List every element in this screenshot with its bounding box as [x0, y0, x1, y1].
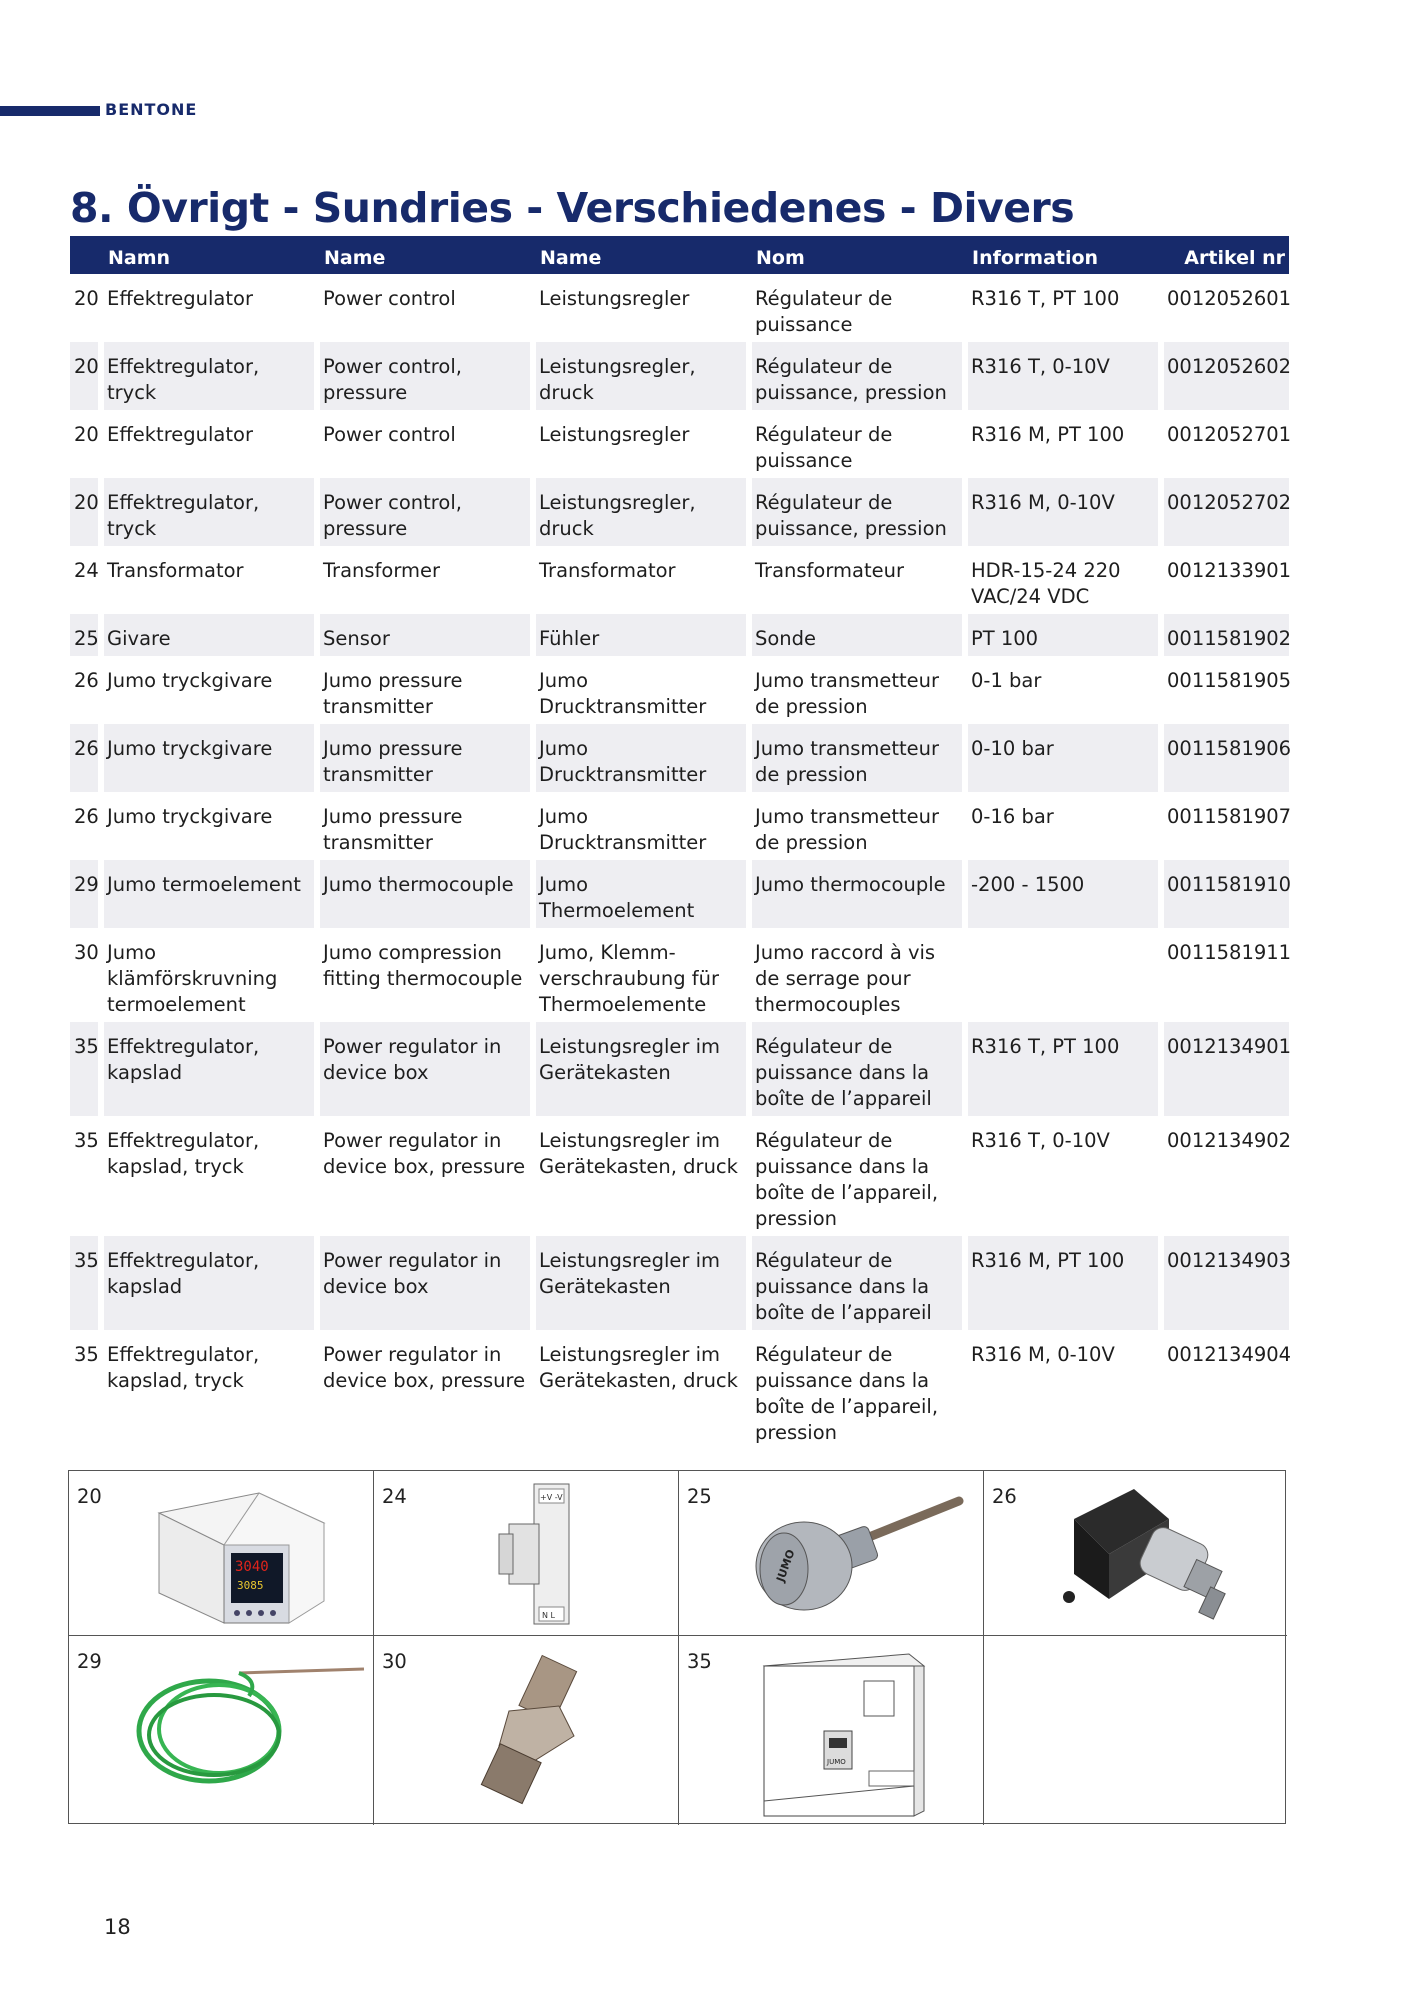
cell-article-number: 0012134904 — [1167, 1343, 1292, 1366]
cell-german-name: Jumo Drucktransmitter — [539, 669, 707, 718]
table-row — [70, 614, 1289, 656]
cell-french-name: Régulateur de puissance — [755, 423, 893, 472]
cell-swedish-name: Jumo klämförskruvning termoelement — [107, 941, 278, 1016]
cell-information: R316 M, PT 100 — [968, 1236, 1158, 1330]
cell-article-number: 0011581911 — [1167, 941, 1292, 964]
cell-french-name: Jumo raccord à vis de serrage pour thermocouples — [755, 941, 936, 1016]
cell-information: R316 T, PT 100 — [968, 1022, 1158, 1116]
cell-pos: 26 — [74, 805, 99, 828]
image-cell-35 — [679, 1636, 984, 1825]
col-header-pos — [70, 236, 98, 274]
cell-information: PT 100 — [968, 614, 1158, 656]
cell-pos: 25 — [70, 614, 98, 656]
table-row — [70, 1116, 1289, 1236]
image-label: 25 — [687, 1485, 712, 1508]
cell-swedish-name: Effektregulator, kapslad — [104, 1022, 314, 1116]
cell-swedish-name: Effektregulator, kapslad, tryck — [107, 1129, 260, 1178]
sensor-brand-mark: JUMO — [773, 1547, 798, 1584]
cell-swedish-name: Jumo tryckgivare — [104, 724, 314, 792]
cell-french-name: Jumo transmetteur de pression — [752, 724, 962, 792]
cell-article-number: 0011581902 — [1164, 614, 1289, 656]
table-row — [70, 546, 1289, 614]
col-header-swedish: Namn — [104, 236, 314, 274]
cell-english-name: Power control, pressure — [320, 478, 530, 546]
cell-french-name: Jumo transmetteur de pression — [755, 805, 940, 854]
cell-english-name: Jumo compression fitting thermocouple — [323, 941, 523, 990]
power-controller-icon — [149, 1483, 349, 1628]
col-header-english: Name — [320, 236, 530, 274]
page-number: 18 — [104, 1915, 131, 1939]
cell-french-name: Jumo thermocouple — [752, 860, 962, 928]
cell-french-name: Régulateur de puissance, pression — [752, 478, 962, 546]
image-label: 24 — [382, 1485, 407, 1508]
table-row — [70, 1022, 1289, 1116]
cell-french-name: Régulateur de puissance dans la boîte de l’appareil, pression — [755, 1129, 939, 1230]
table-row — [70, 860, 1289, 928]
cell-swedish-name: Effektregulator, tryck — [104, 342, 314, 410]
cell-english-name: Power regulator in device box, pressure — [323, 1129, 526, 1178]
image-cell-empty — [984, 1636, 1287, 1825]
cell-information: -200 - 1500 — [968, 860, 1158, 928]
col-header-german: Name — [536, 236, 746, 274]
cell-french-name: Jumo transmetteur de pression — [755, 669, 940, 718]
cell-english-name: Jumo pressure transmitter — [320, 724, 530, 792]
cell-english-name: Power regulator in device box, pressure — [323, 1343, 526, 1392]
table-row — [70, 410, 1289, 478]
cell-pos: 35 — [74, 1129, 99, 1152]
cell-article-number: 0012052601 — [1167, 287, 1292, 310]
image-label: 20 — [77, 1485, 102, 1508]
cell-german-name: Fühler — [536, 614, 746, 656]
cell-article-number: 0011581910 — [1164, 860, 1289, 928]
cell-article-number: 0011581907 — [1167, 805, 1292, 828]
din-transformer-icon — [494, 1479, 584, 1629]
cell-swedish-name: Effektregulator — [107, 287, 253, 310]
cell-french-name: Sonde — [752, 614, 962, 656]
cell-pos: 35 — [74, 1343, 99, 1366]
image-label: 30 — [382, 1650, 407, 1673]
cell-pos: 26 — [70, 724, 98, 792]
cell-swedish-name: Effektregulator, kapslad — [104, 1236, 314, 1330]
cell-information: 0-1 bar — [971, 669, 1042, 692]
cell-german-name: Leistungsregler im Gerätekasten, druck — [539, 1343, 738, 1392]
col-header-information: Information — [968, 236, 1158, 274]
temperature-sensor-icon — [739, 1481, 969, 1621]
cell-article-number: 0012134903 — [1164, 1236, 1289, 1330]
cell-pos: 29 — [70, 860, 98, 928]
brand-bar — [0, 106, 100, 116]
cell-english-name: Jumo pressure transmitter — [323, 805, 463, 854]
table-header-row — [70, 236, 1289, 274]
pressure-transmitter-icon — [1054, 1479, 1254, 1629]
cell-german-name: Leistungsregler im Gerätekasten — [536, 1022, 746, 1116]
terminal-bottom-marking: N L — [542, 1611, 555, 1620]
image-cell-24 — [374, 1471, 679, 1636]
image-cell-29 — [69, 1636, 374, 1825]
image-cell-25 — [679, 1471, 984, 1636]
cell-french-name: Transformateur — [755, 559, 904, 582]
cell-information: R316 M, PT 100 — [971, 423, 1125, 446]
cell-information: HDR-15-24 220 VAC/24 VDC — [971, 559, 1121, 608]
page-title: 8. Övrigt - Sundries - Verschiedenes - Divers — [70, 184, 1075, 232]
image-label: 26 — [992, 1485, 1017, 1508]
cell-article-number: 0011581905 — [1167, 669, 1292, 692]
cell-swedish-name: Effektregulator, tryck — [104, 478, 314, 546]
cell-article-number: 0012052602 — [1164, 342, 1289, 410]
cell-information — [968, 928, 1158, 1022]
cell-article-number: 0012052701 — [1167, 423, 1292, 446]
display-bottom: 3085 — [237, 1579, 264, 1592]
compression-fitting-icon — [479, 1651, 599, 1811]
cell-information: R316 T, 0-10V — [968, 342, 1158, 410]
cell-french-name: Régulateur de puissance dans la boîte de l’appareil — [752, 1022, 962, 1116]
cell-english-name: Jumo thermocouple — [320, 860, 530, 928]
cell-german-name: Leistungsregler — [539, 423, 690, 446]
col-header-article-number: Artikel nr — [1164, 236, 1289, 274]
cell-swedish-name: Jumo termoelement — [104, 860, 314, 928]
cell-english-name: Jumo pressure transmitter — [323, 669, 463, 718]
image-label: 35 — [687, 1650, 712, 1673]
cell-information: R316 M, 0-10V — [968, 478, 1158, 546]
cell-information: R316 T, PT 100 — [971, 287, 1120, 310]
display-top: 3040 — [235, 1559, 269, 1575]
cell-article-number: 0012134901 — [1164, 1022, 1289, 1116]
cell-german-name: Leistungsregler, druck — [536, 478, 746, 546]
thermocouple-wire-icon — [129, 1651, 369, 1801]
cell-swedish-name: Givare — [104, 614, 314, 656]
cell-french-name: Régulateur de puissance, pression — [752, 342, 962, 410]
image-cell-20 — [69, 1471, 374, 1636]
cell-german-name: Transformator — [539, 559, 676, 582]
cell-information: R316 T, 0-10V — [971, 1129, 1110, 1152]
cell-english-name: Power control, pressure — [320, 342, 530, 410]
cell-german-name: Jumo, Klemm-verschraubung für Thermoelemente — [539, 941, 720, 1016]
table-row — [70, 1330, 1289, 1450]
cell-swedish-name: Effektregulator, kapslad, tryck — [107, 1343, 260, 1392]
table-row — [70, 342, 1289, 410]
cell-english-name: Power regulator in device box — [320, 1236, 530, 1330]
cell-pos: 20 — [70, 342, 98, 410]
product-table — [64, 236, 1295, 1450]
cell-information: 0-16 bar — [971, 805, 1054, 828]
cell-german-name: Leistungsregler im Gerätekasten, druck — [539, 1129, 738, 1178]
table-row — [70, 724, 1289, 792]
cell-pos: 30 — [74, 941, 99, 964]
table-row — [70, 1236, 1289, 1330]
table-row — [70, 274, 1289, 342]
cell-information: 0-10 bar — [968, 724, 1158, 792]
cell-german-name: Jumo Thermoelement — [536, 860, 746, 928]
cell-pos: 20 — [74, 423, 99, 446]
cell-pos: 35 — [70, 1022, 98, 1116]
cell-pos: 20 — [70, 478, 98, 546]
device-box-icon — [759, 1646, 929, 1821]
cell-english-name: Sensor — [320, 614, 530, 656]
cell-pos: 26 — [74, 669, 99, 692]
cell-swedish-name: Jumo tryckgivare — [107, 669, 273, 692]
table-row — [70, 478, 1289, 546]
cell-pos: 24 — [74, 559, 99, 582]
cell-german-name: Jumo Drucktransmitter — [536, 724, 746, 792]
cell-information: R316 M, 0-10V — [971, 1343, 1115, 1366]
cell-article-number: 0012134902 — [1167, 1129, 1292, 1152]
brand-name: BENTONE — [105, 100, 198, 119]
cell-swedish-name: Effektregulator — [107, 423, 253, 446]
cell-german-name: Leistungsregler — [539, 287, 690, 310]
cell-article-number: 0012052702 — [1164, 478, 1289, 546]
cell-english-name: Transformer — [323, 559, 441, 582]
table-row — [70, 656, 1289, 724]
cell-pos: 35 — [70, 1236, 98, 1330]
cell-english-name: Power regulator in device box — [320, 1022, 530, 1116]
cell-french-name: Régulateur de puissance — [755, 287, 893, 336]
cell-swedish-name: Transformator — [107, 559, 244, 582]
cell-pos: 20 — [74, 287, 99, 310]
table-row — [70, 792, 1289, 860]
cell-article-number: 0012133901 — [1167, 559, 1292, 582]
cell-swedish-name: Jumo tryckgivare — [107, 805, 273, 828]
box-brand-mark: JUMO — [827, 1758, 846, 1766]
terminal-top-marking: +V -V — [540, 1493, 563, 1502]
cell-french-name: Régulateur de puissance dans la boîte de l’appareil, pression — [755, 1343, 939, 1444]
cell-english-name: Power control — [323, 423, 456, 446]
image-cell-26 — [984, 1471, 1287, 1636]
cell-french-name: Régulateur de puissance dans la boîte de l’appareil — [752, 1236, 962, 1330]
cell-english-name: Power control — [323, 287, 456, 310]
cell-german-name: Leistungsregler im Gerätekasten — [536, 1236, 746, 1330]
col-header-french: Nom — [752, 236, 962, 274]
product-image-grid — [68, 1470, 1286, 1824]
image-cell-30 — [374, 1636, 679, 1825]
image-label: 29 — [77, 1650, 102, 1673]
table-row — [70, 928, 1289, 1022]
cell-german-name: Jumo Drucktransmitter — [539, 805, 707, 854]
cell-article-number: 0011581906 — [1164, 724, 1289, 792]
cell-german-name: Leistungsregler, druck — [536, 342, 746, 410]
